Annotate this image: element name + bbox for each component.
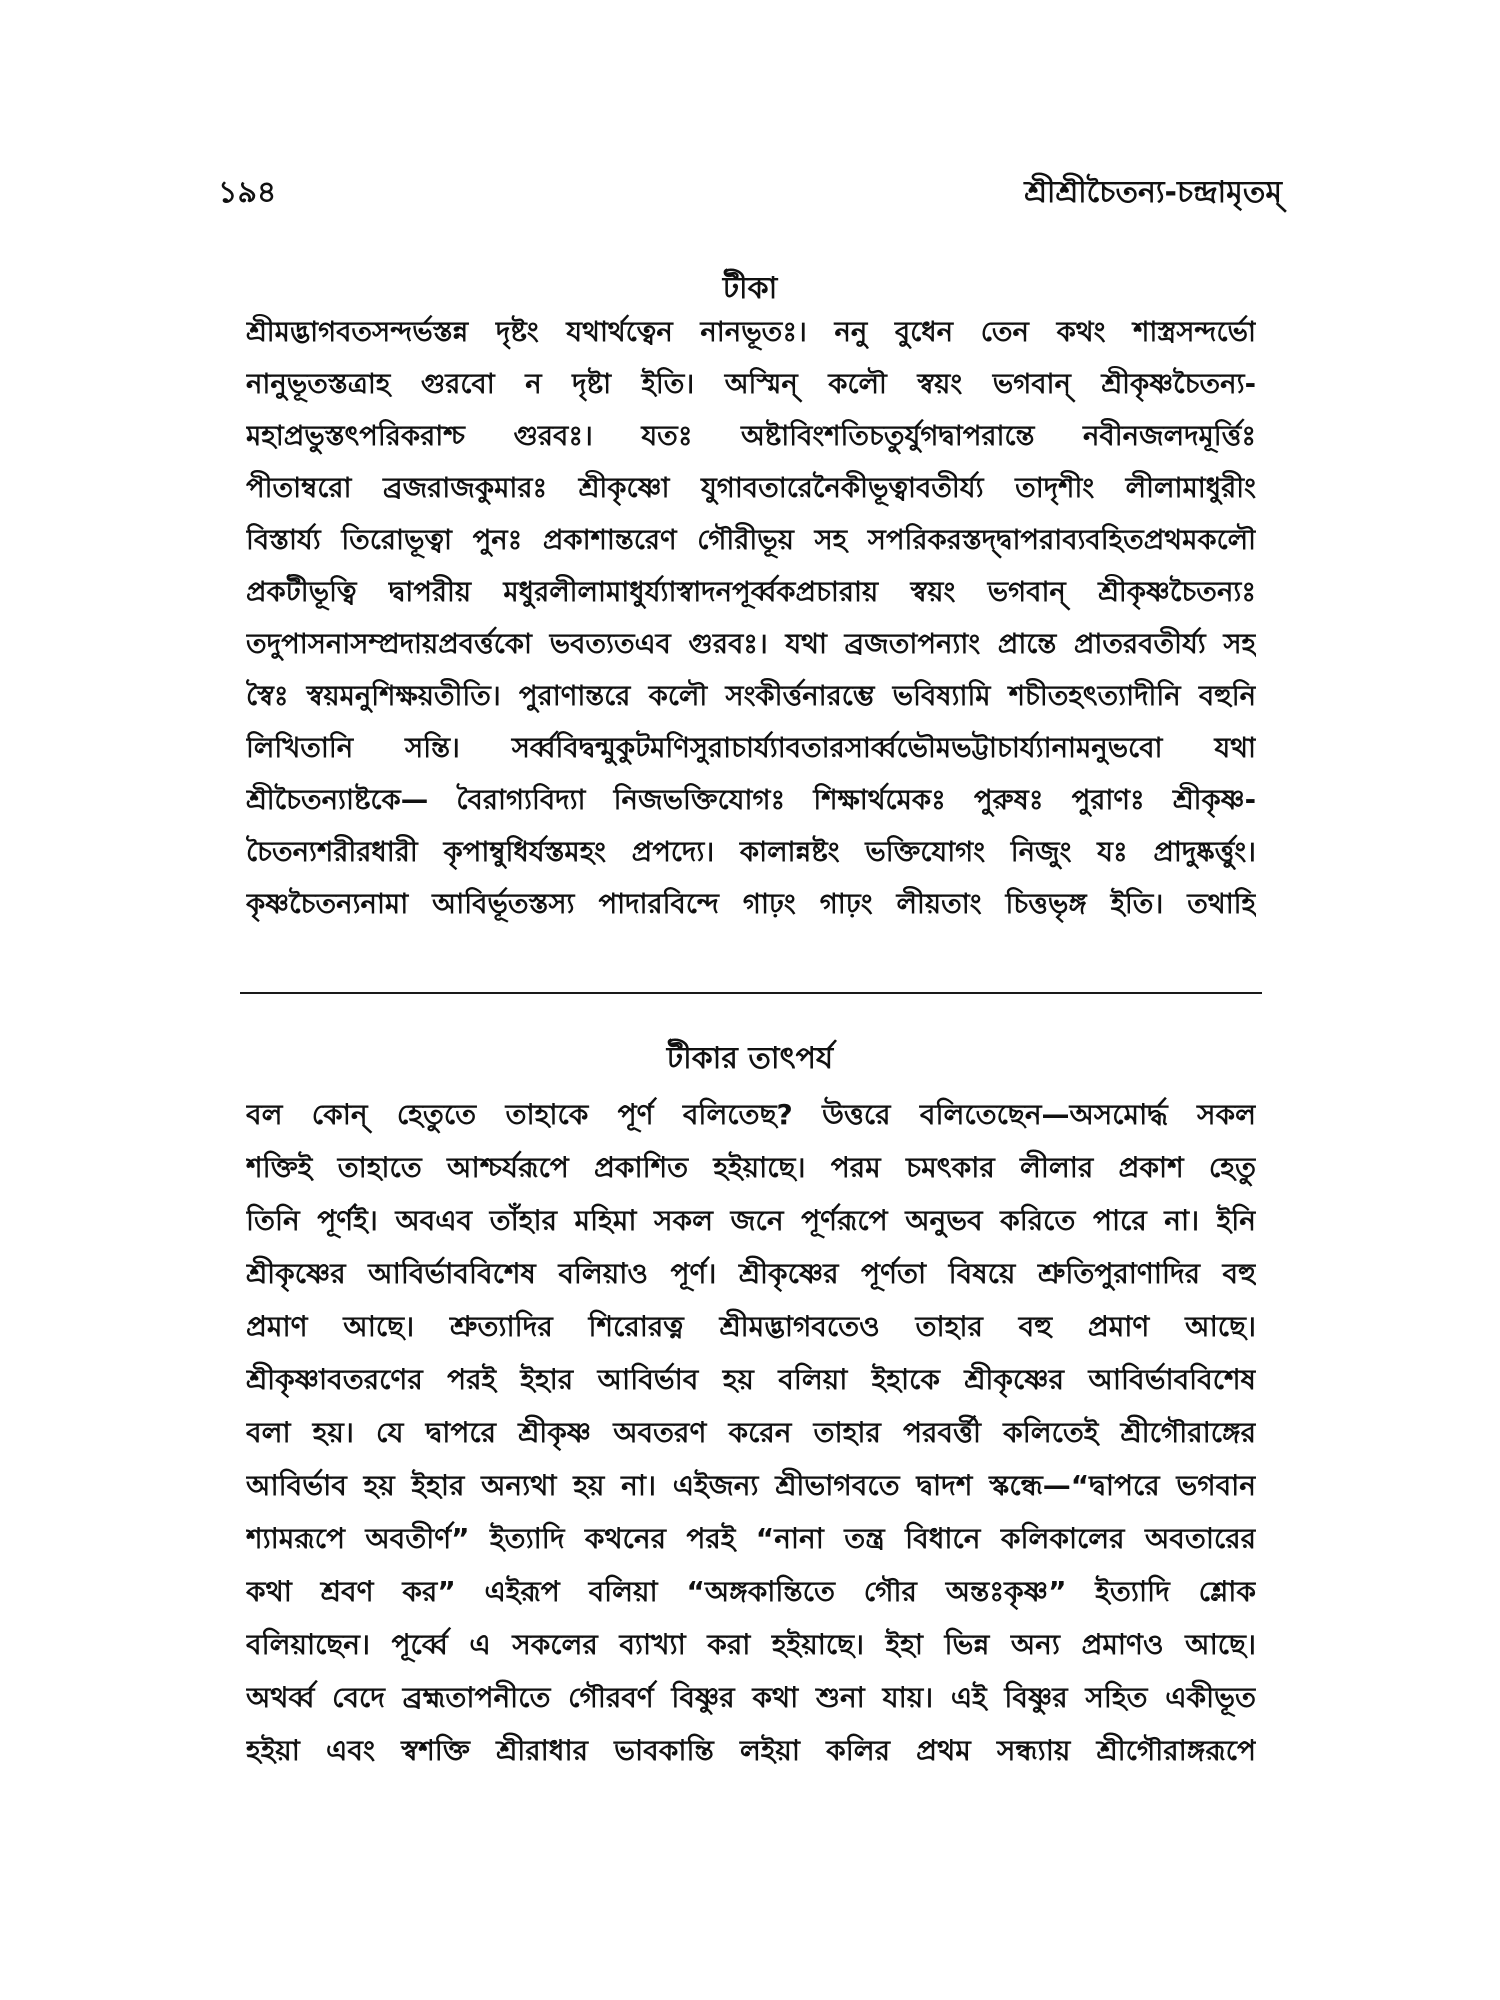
page-header: [218, 168, 1282, 212]
text-line: বিস্তার্য্য তিরোভূত্বা পুনঃ প্রকাশান্তরেণ গৌরীভূয় সহ সপরিকরস্তদ্দ্বাপরাব্যবহিতপ্রথমকলৌ: [246, 524, 1256, 556]
text-line: শ্রীচৈতন্যাষ্টকে— বৈরাগ্যবিদ্যা নিজভক্তিযোগঃ শিক্ষার্থমেকঃ পুরুষঃ পুরাণঃ শ্রীকৃষ্ণ-: [246, 784, 1256, 816]
text-line: নানুভূতস্তত্রাহ গুরবো ন দৃষ্টা ইতি। অস্মিন্ কলৌ স্বয়ং ভগবান্ শ্রীকৃষ্ণচৈতন্য-: [246, 368, 1256, 400]
text-line: প্রকটীভূত্বি দ্বাপরীয় মধুরলীলামাধুর্য্যাস্বাদনপূর্ব্বকপ্রচারায় স্বয়ং ভগবান্ শ্রীকৃষ্ণচৈতন্যঃ: [246, 576, 1256, 608]
tika-text: [246, 306, 1256, 930]
text-line: স্বৈঃ স্বয়মনুশিক্ষয়তীতি। পুরাণান্তরে কলৌ সংকীর্ত্তনারম্ভে ভবিষ্যামি শচীতহৎত্যাদীনি বহুনি: [246, 680, 1256, 712]
text-line: শ্যামরূপে অবতীর্ণ” ইত্যাদি কথনের পরই “নানা তন্ত্র বিধানে কলিকালের অবতারের: [246, 1522, 1256, 1555]
text-line: কৃষ্ণচৈতন্যনামা আবির্ভূতস্তস্য পাদারবিন্দে গাঢ়ং গাঢ়ং লীয়তাং চিত্তভৃঙ্গ ইতি। তথাহি: [246, 888, 1256, 920]
tatparya-text: [246, 1088, 1256, 1777]
text-line: হইয়া এবং স্বশক্তি শ্রীরাধার ভাবকান্তি লইয়া কলির প্রথম সন্ধ্যায় শ্রীগৌরাঙ্গরূপে: [246, 1734, 1256, 1767]
section-divider: [240, 992, 1262, 994]
text-line: বলিয়াছেন। পূর্ব্বে এ সকলের ব্যাখ্যা করা হইয়াছে। ইহা ভিন্ন অন্য প্রমাণও আছে।: [246, 1628, 1256, 1661]
text-line: কথা শ্রবণ কর” এইরূপ বলিয়া “অঙ্গকান্তিতে গৌর অন্তঃকৃষ্ণ” ইত্যাদি শ্লোক: [246, 1575, 1256, 1608]
text-line: শ্রীমদ্ভাগবতসন্দর্ভস্তন্ন দৃষ্টং যথার্থত্বেন নানভূতঃ। ননু বুধেন তেন কথং শাস্ত্রসন্দর্ভো: [246, 316, 1256, 348]
text-line: আবির্ভাব হয় ইহার অন্যথা হয় না। এইজন্য শ্রীভাগবতে দ্বাদশ স্কন্ধে—“দ্বাপরে ভগবান: [246, 1469, 1256, 1502]
text-line: লিখিতানি সন্তি। সর্ব্ববিদ্বন্মুকুটমণিসুরাচার্য্যাবতারসার্ব্বভৌমভট্টাচার্য্যানামনুভবো যথা: [246, 732, 1256, 764]
text-line: বল কোন্ হেতুতে তাহাকে পূর্ণ বলিতেছ? উত্তরে বলিতেছেন—অসমোর্দ্ধ সকল: [246, 1098, 1256, 1131]
text-line: বলা হয়। যে দ্বাপরে শ্রীকৃষ্ণ অবতরণ করেন তাহার পরবর্ত্তী কলিতেই শ্রীগৌরাঙ্গের: [246, 1416, 1256, 1449]
running-head: শ্রীশ্রীচৈতন্য-চন্দ্রামৃতম্: [1024, 175, 1282, 210]
tika-heading: টীকা: [722, 271, 778, 306]
text-line: মহাপ্রভুস্তৎপরিকরাশ্চ গুরবঃ। যতঃ অষ্টাবিংশতিচতুর্যুগদ্বাপরান্তে নবীনজলদমূর্ত্তিঃ: [246, 420, 1256, 452]
text-line: শক্তিই তাহাতে আশ্চর্যরূপে প্রকাশিত হইয়াছে। পরম চমৎকার লীলার প্রকাশ হেতু: [246, 1151, 1256, 1184]
text-line: প্রমাণ আছে। শ্রুত্যাদির শিরোরত্ন শ্রীমদ্ভাগবতেও তাহার বহু প্রমাণ আছে।: [246, 1310, 1256, 1343]
text-line: অথর্ব্ব বেদে ব্রহ্মতাপনীতে গৌরবর্ণ বিষ্ণুর কথা শুনা যায়। এই বিষ্ণুর সহিত একীভূত: [246, 1681, 1256, 1714]
text-line: পীতাম্বরো ব্রজরাজকুমারঃ শ্রীকৃষ্ণো যুগাবতারেনৈকীভূত্বাবতীর্য্য তাদৃশীং লীলামাধুরীং: [246, 472, 1256, 504]
tatparya-heading: টীকার তাৎপর্য: [666, 1041, 834, 1076]
text-line: চৈতন্যশরীরধারী কৃপাম্বুধির্যস্তমহং প্রপদ্যে। কালান্নষ্টং ভক্তিযোগং নিজুং যঃ প্রাদুষ্কর্ত্তুং।: [246, 836, 1256, 868]
text-line: শ্রীকৃষ্ণাবতরণের পরই ইহার আবির্ভাব হয় বলিয়া ইহাকে শ্রীকৃষ্ণের আবির্ভাববিশেষ: [246, 1363, 1256, 1396]
text-line: শ্রীকৃষ্ণের আবির্ভাববিশেষ বলিয়াও পূর্ণ। শ্রীকৃষ্ণের পূর্ণতা বিষয়ে শ্রুতিপুরাণাদির বহু: [246, 1257, 1256, 1290]
text-line: তদুপাসনাসম্প্রদায়প্রবর্ত্তকো ভবত্যতএব গুরবঃ। যথা ব্রজতাপন্যাং প্রান্তে প্রাতরবতীর্য্য সহ: [246, 628, 1256, 660]
page-number: ১৯৪: [218, 175, 277, 210]
text-line: তিনি পূর্ণই। অবএব তাঁহার মহিমা সকল জনে পূর্ণরূপে অনুভব করিতে পারে না। ইনি: [246, 1204, 1256, 1237]
